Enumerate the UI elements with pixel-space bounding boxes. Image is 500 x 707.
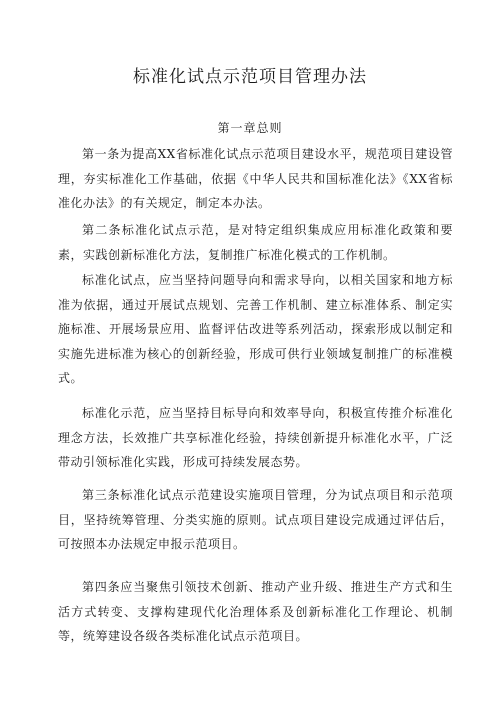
article-4-paragraph: 第四条应当聚焦引领技术创新、推动产业升级、推进生产方式和生活方式转变、支撑构建现代化治理体系及创新标准化工作理论、机制等，统筹建设各级各类标准化试点示范项目。 (58, 580, 453, 643)
article-3-paragraph: 第三条标准化试点示范建设实施项目管理，分为试点项目和示范项目，坚持统筹管理、分类实施的原则。试点项目建设完成通过评估后，可按照本办法规定申报示范项目。 (58, 488, 453, 551)
document-title: 标准化试点示范项目管理办法 (133, 67, 367, 87)
demonstration-paragraph: 标准化示范，应当坚持目标导向和效率导向，积极宣传推介标准化理念方法，长效推广共享标准化经验，持续创新提升标准化水平，广泛带动引领标准化实践，形成可持续发展态势。 (58, 406, 453, 469)
pilot-paragraph: 标准化试点，应当坚持问题导向和需求导向，以相关国家和地方标准为依据，通过开展试点规划、完善工作机制、建立标准体系、制定实施标准、开展场景应用、监督评估改进等系列活动，探索形成以制定和实施先进标准为核心的创新经验，形成可供行业领域复制推广的标准模式。 (58, 273, 453, 385)
chapter-heading: 第一章总则 (217, 121, 283, 135)
article-2-paragraph: 第二条标准化试点示范，是对特定组织集成应用标准化政策和要素，实践创新标准化方法，复制推广标准化模式的工作机制。 (58, 223, 453, 262)
article-1-paragraph: 第一条为提高XX省标准化试点示范项目建设水平，规范项目建设管理，夯实标准化工作基础，依据《中华人民共和国标准化法》《XX省标准化办法》的有关规定，制定本办法。 (58, 147, 453, 210)
